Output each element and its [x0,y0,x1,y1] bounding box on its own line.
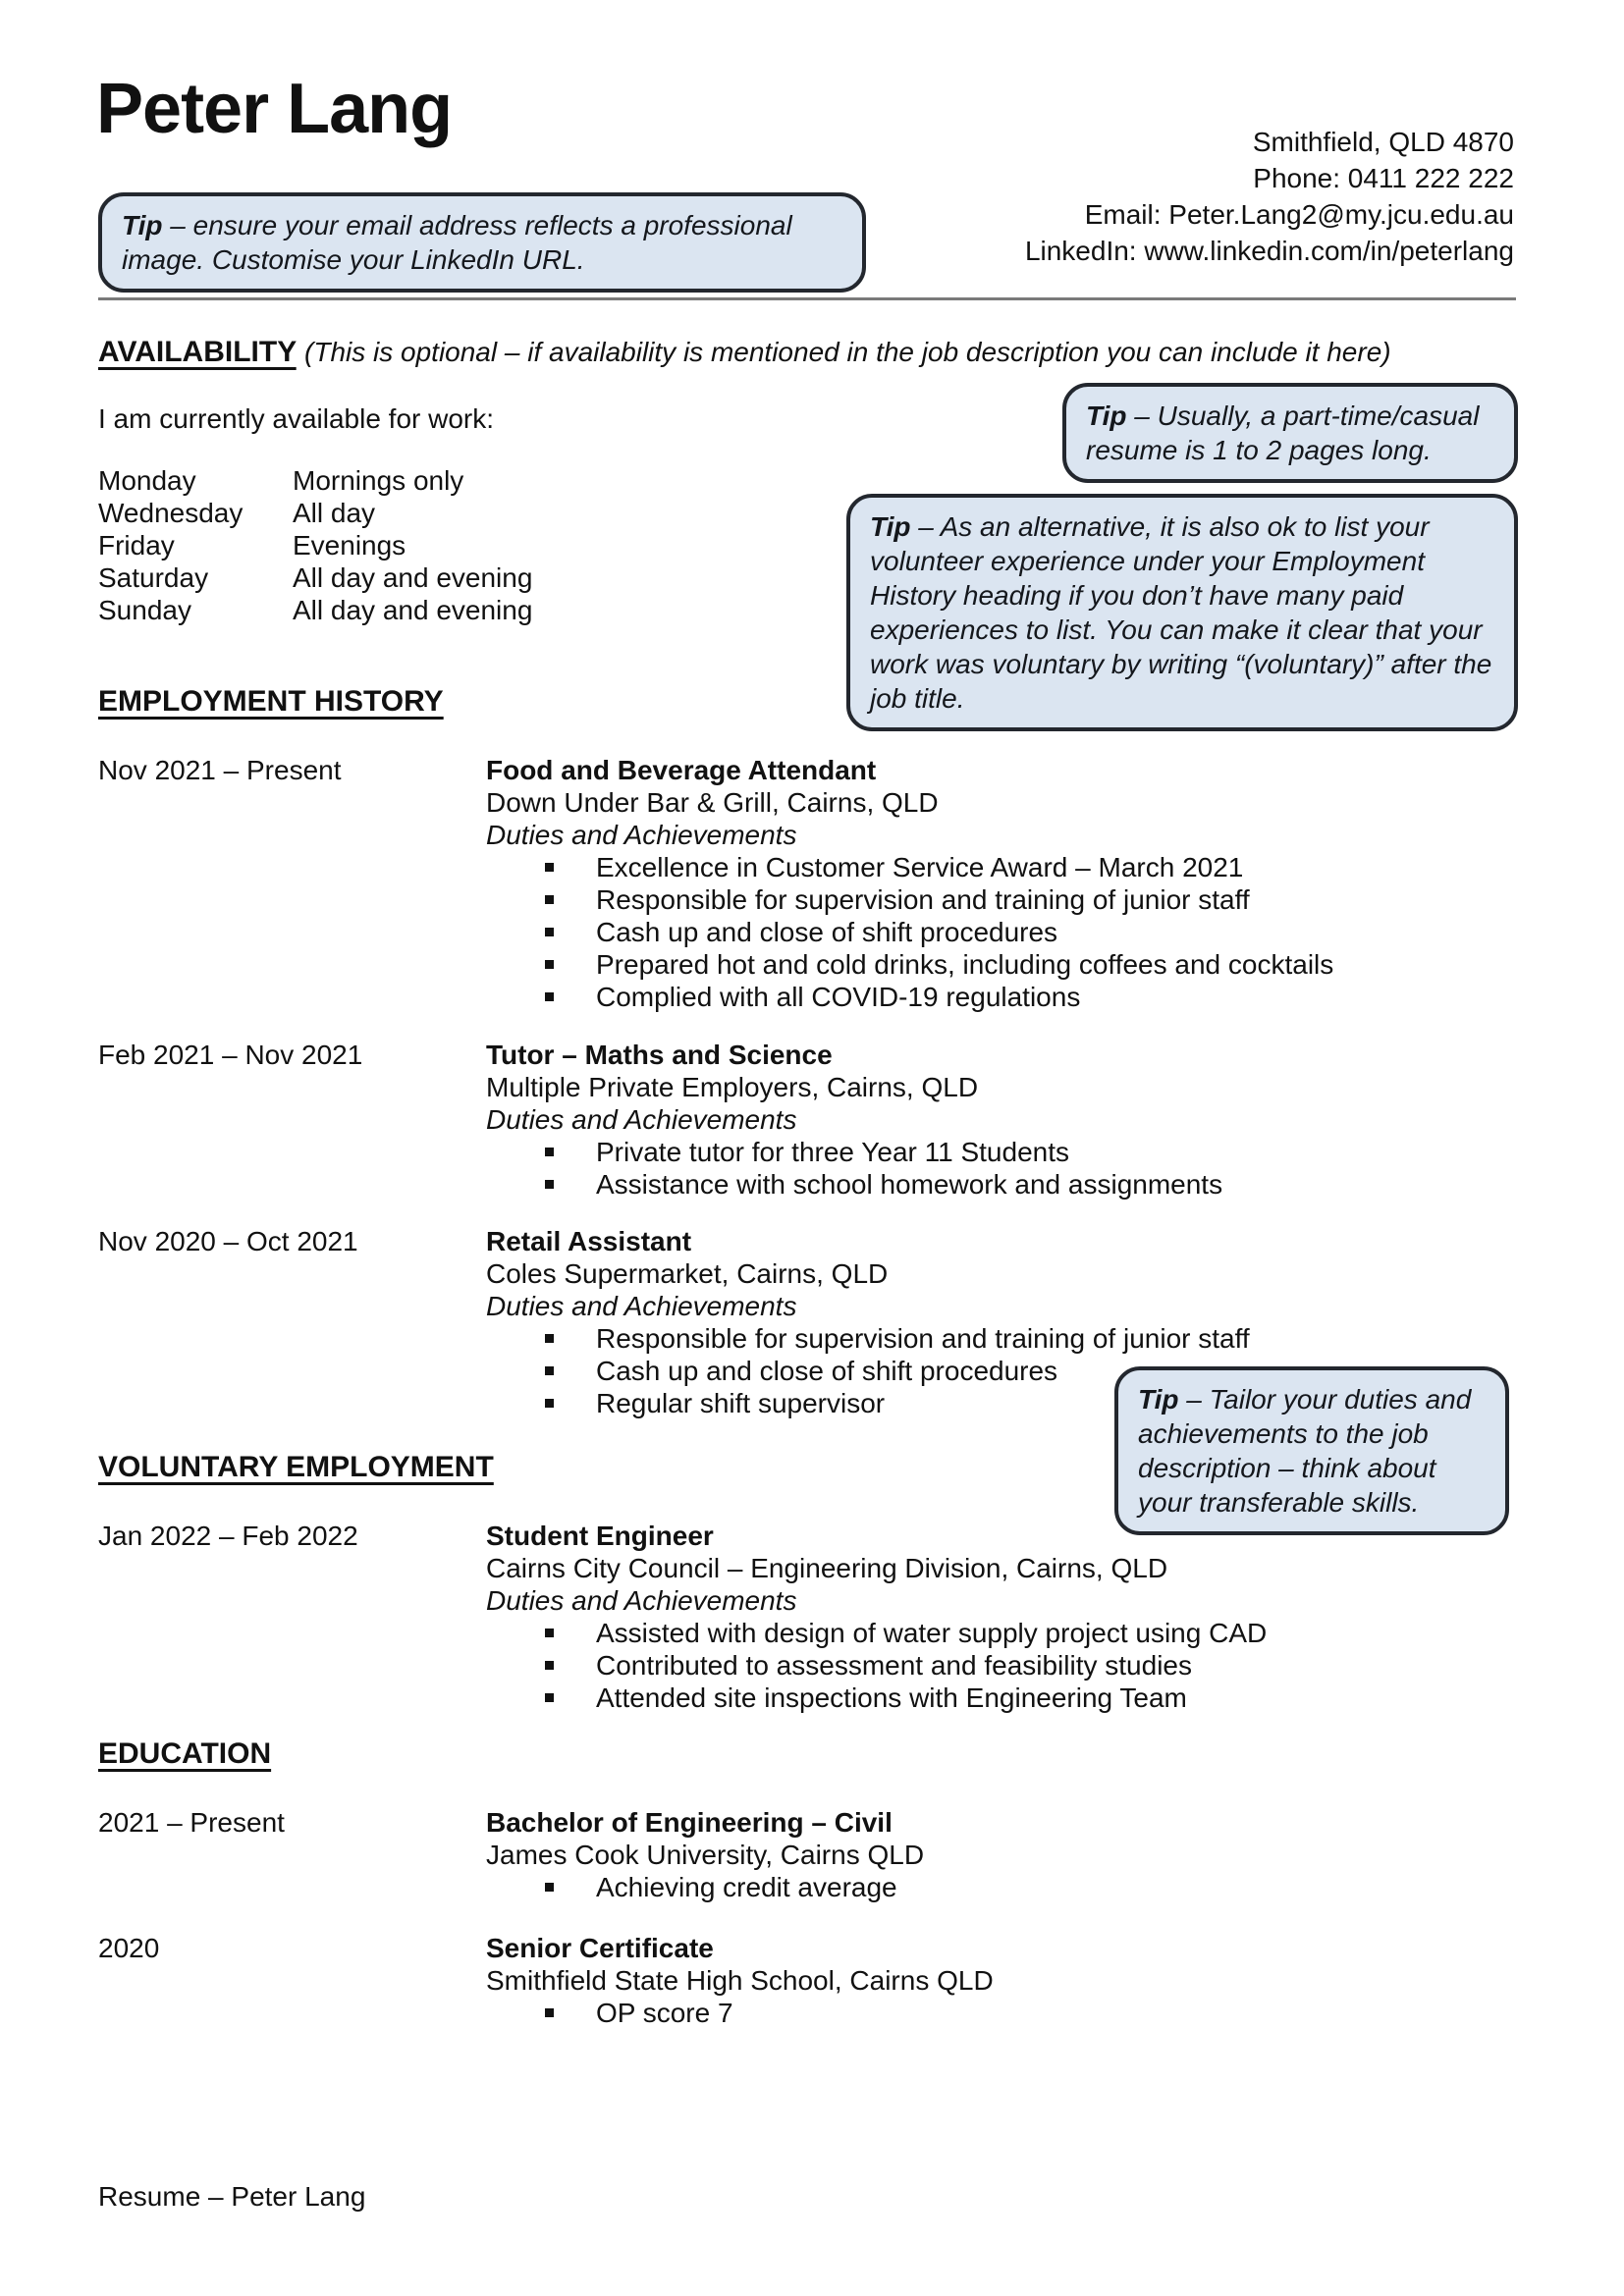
tip-callout-resume-length [1062,383,1518,483]
availability-time: All day and evening [293,562,533,593]
availability-heading: AVAILABILITY [98,336,297,368]
bullet-text: Contributed to assessment and feasibility studies [596,1650,1192,1681]
bullet-text: Excellence in Customer Service Award – March 2021 [596,852,1244,882]
job-duties-label: Duties and Achievements [486,820,797,850]
bullet-item [486,1136,1522,1168]
education-heading: EDUCATION [98,1737,272,1770]
education-dates: 2021 – Present [98,1807,285,1838]
job-employer: Down Under Bar & Grill, Cairns, QLD [486,787,939,818]
bullet-text: Assisted with design of water supply project using CAD [596,1618,1268,1648]
header-divider [98,297,1516,300]
page-title: Peter Lang [96,70,453,148]
bullet-text: Cash up and close of shift procedures [596,917,1058,947]
tip-text: – As an alternative, it is also ok to list your volunteer experience under your Employment History heading if you don’t have many paid experiences to list. You can make it clear that your work was voluntary by writing “(voluntary)” after the job title. [870,511,1492,714]
availability-time: All day and evening [293,595,533,625]
bullet-item [486,948,1522,981]
bullet-item [486,851,1522,883]
education-entry [98,1806,1522,1903]
job-dates: Nov 2021 – Present [98,755,342,785]
tip-callout-volunteer-alternative [846,494,1518,731]
job-dates: Jan 2022 – Feb 2022 [98,1521,358,1551]
bullet-text: Prepared hot and cold drinks, including coffees and cocktails [596,949,1334,980]
bullet-item [486,1168,1522,1201]
section-heading-employment [98,685,444,719]
availability-day: Friday [98,530,175,561]
section-heading-availability [98,336,1391,369]
job-dates: Nov 2020 – Oct 2021 [98,1226,358,1256]
contact-phone: Phone: 0411 222 222 [1253,163,1514,193]
availability-row [98,561,532,594]
tip-callout-email-linkedin [98,192,866,293]
tip-label: Tip [122,210,163,240]
availability-row [98,529,532,561]
tip-text: – ensure your email address reflects a professional image. Customise your LinkedIn URL. [122,210,792,275]
bullet-item [486,1682,1522,1714]
bullet-item [486,1322,1522,1355]
employment-entry [98,1039,1522,1201]
job-duties-label: Duties and Achievements [486,1291,797,1321]
availability-day: Saturday [98,562,209,593]
voluntary-heading: VOLUNTARY EMPLOYMENT [98,1451,494,1483]
availability-day: Wednesday [98,498,244,528]
education-details [486,1806,1522,1903]
bullet-text: Regular shift supervisor [596,1388,886,1418]
employment-heading: EMPLOYMENT HISTORY [98,685,444,718]
tip-callout-tailor-duties [1114,1366,1509,1535]
job-title: Student Engineer [486,1521,714,1551]
bullet-text: Achieving credit average [596,1872,897,1902]
employment-entry [98,754,1522,1013]
job-dates: Feb 2021 – Nov 2021 [98,1040,363,1070]
availability-row [98,594,532,626]
bullet-text: Cash up and close of shift procedures [596,1356,1058,1386]
bullet-item [486,1617,1522,1649]
availability-time: Evenings [293,530,406,561]
job-details [486,754,1522,1013]
tip-label: Tip [1138,1384,1179,1415]
job-details [486,1039,1522,1201]
contact-location: Smithfield, QLD 4870 [1252,127,1514,157]
page-footer: Resume – Peter Lang [98,2181,366,2212]
availability-heading-note: (This is optional – if availability is mentioned in the job description you can include it here) [304,337,1391,367]
bullet-item [486,916,1522,948]
tip-label: Tip [1086,400,1127,431]
bullet-text: Private tutor for three Year 11 Students [596,1137,1070,1167]
tip-text: – Tailor your duties and achievements to the job description – think about your transferable skills. [1138,1384,1472,1518]
education-entry [98,1932,1522,2029]
education-title: Bachelor of Engineering – Civil [486,1807,893,1838]
bullet-text: Attended site inspections with Engineering Team [596,1682,1187,1713]
education-institution: James Cook University, Cairns QLD [486,1840,925,1870]
education-institution: Smithfield State High School, Cairns QLD [486,1965,994,1996]
job-employer: Coles Supermarket, Cairns, QLD [486,1258,889,1289]
bullet-item [486,1871,1522,1903]
contact-info [1025,124,1514,269]
bullet-text: OP score 7 [596,1998,733,2028]
bullet-text: Responsible for supervision and training of junior staff [596,884,1250,915]
section-heading-voluntary [98,1451,494,1484]
bullet-item [486,1997,1522,2029]
bullet-item [486,981,1522,1013]
availability-row [98,464,532,497]
job-title: Retail Assistant [486,1226,692,1256]
availability-time: Mornings only [293,465,464,496]
bullet-text: Complied with all COVID-19 regulations [596,982,1081,1012]
job-title: Tutor – Maths and Science [486,1040,833,1070]
contact-email: Email: Peter.Lang2@my.jcu.edu.au [1084,199,1514,230]
job-details [486,1520,1522,1714]
tip-label: Tip [870,511,911,542]
availability-row [98,497,532,529]
availability-intro: I am currently available for work: [98,403,495,434]
bullet-item [486,1649,1522,1682]
bullet-text: Responsible for supervision and training of junior staff [596,1323,1250,1354]
availability-time: All day [293,498,376,528]
bullet-item [486,883,1522,916]
job-title: Food and Beverage Attendant [486,755,877,785]
contact-linkedin: LinkedIn: www.linkedin.com/in/peterlang [1024,236,1514,266]
availability-day: Monday [98,465,196,496]
education-title: Senior Certificate [486,1933,714,1963]
availability-table [98,464,532,626]
tip-text: – Usually, a part-time/casual resume is 1 to 2 pages long. [1086,400,1480,465]
job-employer: Multiple Private Employers, Cairns, QLD [486,1072,979,1102]
bullet-text: Assistance with school homework and assignments [596,1169,1223,1200]
job-duties-label: Duties and Achievements [486,1104,797,1135]
voluntary-entry [98,1520,1522,1714]
availability-day: Sunday [98,595,191,625]
education-details [486,1932,1522,2029]
job-duties-label: Duties and Achievements [486,1585,797,1616]
section-heading-education [98,1737,271,1771]
job-employer: Cairns City Council – Engineering Division, Cairns, QLD [486,1553,1168,1583]
education-dates: 2020 [98,1933,160,1963]
